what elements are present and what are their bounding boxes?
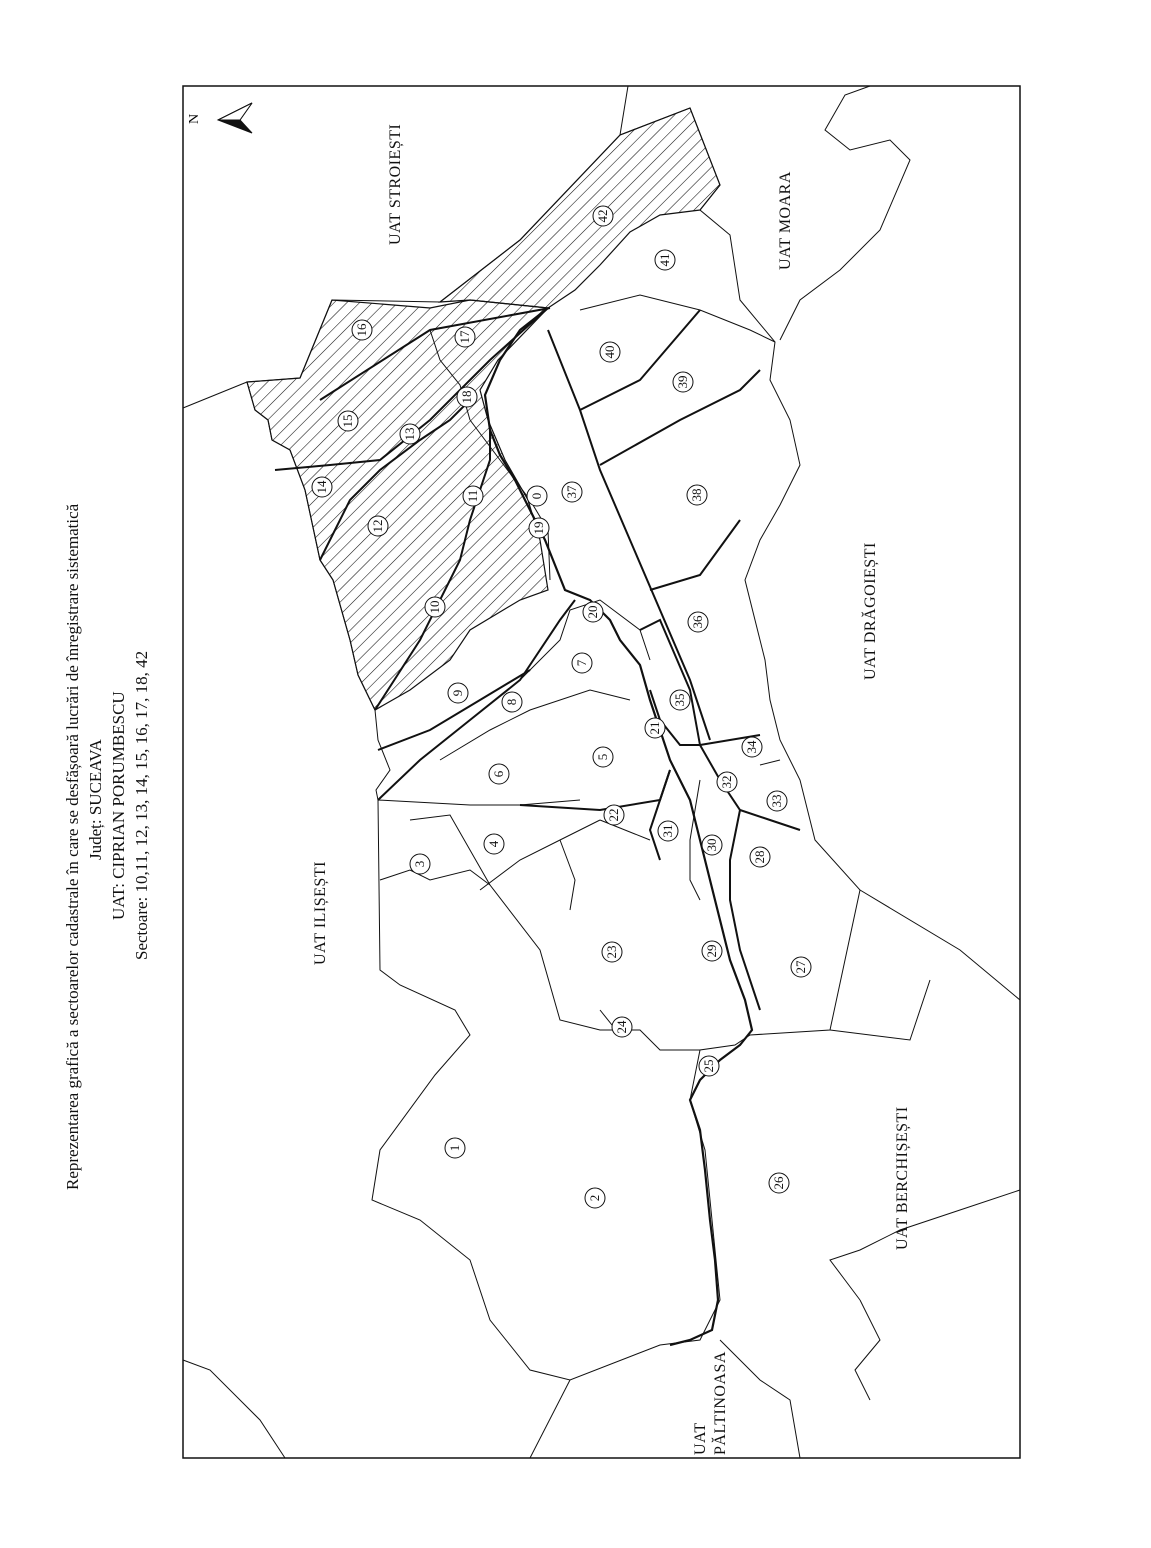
- svg-text:3: 3: [412, 860, 427, 868]
- sector-3[interactable]: [410, 854, 430, 874]
- svg-text:22: 22: [606, 808, 621, 822]
- sector-31[interactable]: [658, 821, 678, 841]
- river-line: [485, 308, 752, 1345]
- svg-text:21: 21: [647, 721, 662, 735]
- sector-42[interactable]: [593, 206, 613, 226]
- sector-15[interactable]: [338, 411, 358, 431]
- svg-text:8: 8: [504, 698, 519, 706]
- map-title-block: [63, 503, 82, 1190]
- svg-text:23: 23: [604, 945, 619, 959]
- svg-text:1: 1: [447, 1144, 462, 1152]
- title-line-sectors: Sectoare: 10,11, 12, 13, 14, 15, 16, 17, 18, 42: [132, 650, 151, 960]
- sector-21[interactable]: [645, 718, 665, 738]
- sector-13[interactable]: [400, 424, 420, 444]
- north-arrow-icon: [187, 103, 252, 133]
- sector-35[interactable]: [670, 690, 690, 710]
- sector-1[interactable]: [445, 1138, 465, 1158]
- sector-0[interactable]: [527, 486, 547, 506]
- uat-label-ilisesti: [312, 861, 329, 965]
- boundary-line: [530, 1380, 570, 1458]
- north-label: N: [187, 113, 202, 124]
- boundary-line: [830, 1190, 1020, 1300]
- svg-text:17: 17: [457, 330, 472, 344]
- title-line-uat: UAT: CIPRIAN PORUMBESCU: [109, 691, 128, 920]
- svg-text:27: 27: [793, 960, 808, 974]
- sector-17[interactable]: [455, 327, 475, 347]
- sector-39[interactable]: [673, 372, 693, 392]
- svg-text:4: 4: [486, 840, 501, 848]
- sector-11[interactable]: [463, 486, 483, 506]
- sector-33[interactable]: [767, 791, 787, 811]
- uat-label-moara: [777, 171, 794, 270]
- uat-label-stroiesti: [387, 124, 404, 245]
- sector-29[interactable]: [702, 941, 722, 961]
- svg-text:31: 31: [660, 824, 675, 838]
- svg-text:2: 2: [587, 1194, 602, 1202]
- boundary-line: [855, 1300, 880, 1400]
- sector-4[interactable]: [484, 834, 504, 854]
- boundary-line: [620, 86, 628, 135]
- sector-37[interactable]: [562, 482, 582, 502]
- svg-text:37: 37: [564, 485, 579, 499]
- svg-text:12: 12: [370, 519, 385, 533]
- sector-6[interactable]: [489, 764, 509, 784]
- svg-text:33: 33: [769, 794, 784, 808]
- hatched-area-42: [440, 108, 720, 308]
- svg-text:32: 32: [719, 775, 734, 789]
- svg-text:26: 26: [771, 1176, 786, 1190]
- sector-30[interactable]: [702, 835, 722, 855]
- sector-34[interactable]: [742, 737, 762, 757]
- svg-text:39: 39: [675, 375, 690, 389]
- sector-5[interactable]: [593, 747, 613, 767]
- uat-label-berchisesti: [894, 1106, 911, 1250]
- sector-26[interactable]: [769, 1173, 789, 1193]
- sector-20[interactable]: [583, 602, 603, 622]
- sector-36[interactable]: [688, 612, 708, 632]
- title-line-1: Reprezentarea grafică a sectoarelor cadastrale în care se desfășoară lucrări de înregistrare sistematică: [63, 503, 82, 1190]
- svg-text:15: 15: [340, 414, 355, 428]
- svg-text:20: 20: [585, 605, 600, 619]
- svg-text:29: 29: [704, 944, 719, 958]
- svg-text:41: 41: [657, 253, 672, 267]
- sector-7[interactable]: [572, 653, 592, 673]
- sector-27[interactable]: [791, 957, 811, 977]
- boundary-line: [183, 1360, 285, 1458]
- sector-24[interactable]: [612, 1017, 632, 1037]
- sector-19[interactable]: [529, 518, 549, 538]
- sector-28[interactable]: [750, 847, 770, 867]
- svg-text:38: 38: [689, 488, 704, 502]
- sector-12[interactable]: [368, 516, 388, 536]
- svg-text:0: 0: [529, 492, 544, 500]
- svg-text:10: 10: [427, 600, 442, 614]
- sector-10[interactable]: [425, 597, 445, 617]
- sector-2[interactable]: [585, 1188, 605, 1208]
- boundary-line: [183, 382, 247, 408]
- svg-text:5: 5: [595, 753, 610, 761]
- svg-text:34: 34: [744, 740, 759, 754]
- title-line-county: Județ: SUCEAVA: [86, 739, 105, 860]
- svg-text:36: 36: [690, 615, 705, 629]
- svg-text:35: 35: [672, 693, 687, 707]
- svg-text:UAT: UAT: [692, 1422, 709, 1455]
- map-frame: [183, 86, 1020, 1458]
- sector-22[interactable]: [604, 805, 624, 825]
- svg-text:9: 9: [450, 689, 465, 697]
- sector-25[interactable]: [699, 1056, 719, 1076]
- svg-text:30: 30: [704, 838, 719, 852]
- uat-label-paltinoasa: [692, 1351, 729, 1455]
- boundary-line: [860, 890, 1020, 1000]
- svg-text:14: 14: [314, 480, 329, 494]
- svg-text:28: 28: [752, 850, 767, 864]
- svg-text:42: 42: [595, 209, 610, 223]
- boundary-line: [780, 86, 910, 340]
- svg-text:13: 13: [402, 427, 417, 441]
- boundary-line: [720, 1340, 800, 1458]
- sector-23[interactable]: [602, 942, 622, 962]
- svg-text:16: 16: [354, 323, 369, 337]
- svg-text:19: 19: [531, 521, 546, 535]
- sector-41[interactable]: [655, 250, 675, 270]
- sector-38[interactable]: [687, 485, 707, 505]
- svg-text:40: 40: [602, 345, 617, 359]
- svg-text:11: 11: [465, 489, 480, 503]
- uat-label-dragoiesti: [860, 542, 879, 680]
- svg-text:7: 7: [574, 659, 589, 667]
- svg-text:UAT MOARA: UAT MOARA: [777, 171, 794, 270]
- sector-14[interactable]: [312, 477, 332, 497]
- svg-text:UAT BERCHIȘEȘTI: UAT BERCHIȘEȘTI: [894, 1106, 911, 1250]
- svg-text:UAT ILIȘEȘTI: UAT ILIȘEȘTI: [312, 861, 329, 965]
- sector-16[interactable]: [352, 320, 372, 340]
- boundary-line: [830, 980, 930, 1040]
- svg-text:18: 18: [459, 390, 474, 404]
- sector-40[interactable]: [600, 342, 620, 362]
- svg-text:UAT STROIEȘTI: UAT STROIEȘTI: [387, 123, 404, 245]
- svg-text:PĂLTINOASA: PĂLTINOASA: [712, 1351, 729, 1455]
- sector-32[interactable]: [717, 772, 737, 792]
- sector-18[interactable]: [457, 387, 477, 407]
- svg-text:25: 25: [701, 1059, 716, 1073]
- svg-text:24: 24: [614, 1020, 629, 1034]
- svg-text:UAT DRĂGOIEȘTI: UAT DRĂGOIEȘTI: [862, 542, 879, 680]
- sector-9[interactable]: [448, 683, 468, 703]
- hatched-area-main: [247, 300, 548, 710]
- sector-8[interactable]: [502, 692, 522, 712]
- svg-text:6: 6: [491, 770, 506, 778]
